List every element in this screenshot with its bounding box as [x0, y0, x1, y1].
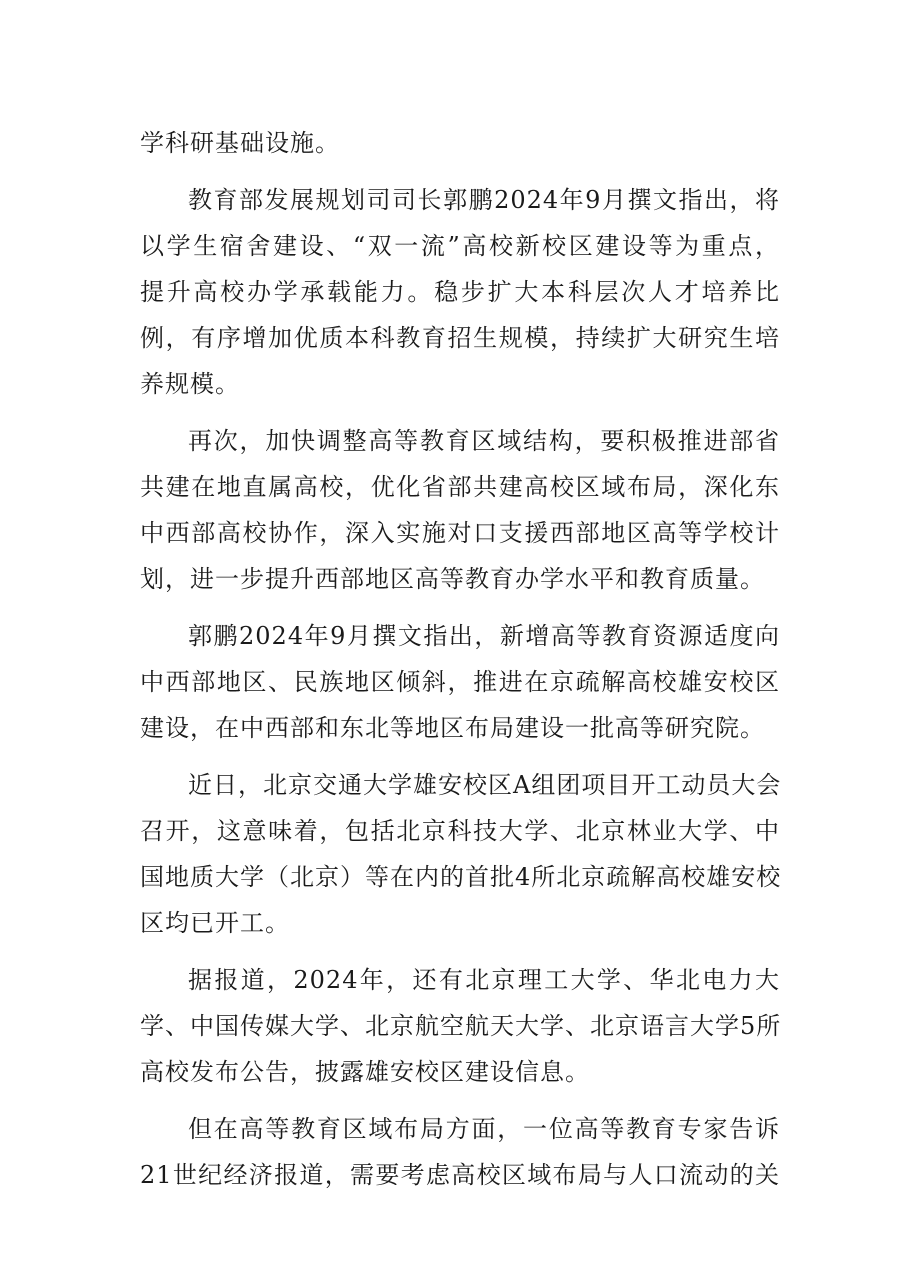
text-line: 区均已开工。 — [140, 909, 290, 937]
paragraph — [140, 1106, 780, 1198]
text-line: 近日，北京交通大学雄安校区A组团项目开工动员大会 — [188, 771, 782, 799]
text-line: 中西部高校协作，深入实施对口支援西部地区高等学校计 — [140, 519, 780, 547]
paragraph — [140, 177, 780, 407]
text-line: 21世纪经济报道，需要考虑高校区域布局与人口流动的关 — [140, 1161, 780, 1189]
paragraph — [140, 613, 780, 751]
text-line: 学科研基础设施。 — [140, 129, 340, 157]
text-line: 共建在地直属高校，优化省部共建高校区域布局，深化东 — [140, 473, 780, 501]
text-line: 提升高校办学承载能力。稳步扩大本科层次人才培养比 — [140, 278, 780, 306]
text-line: 召开，这意味着，包括北京科技大学、北京林业大学、中 — [140, 817, 780, 845]
text-line: 养规模。 — [140, 370, 240, 398]
paragraph — [140, 762, 780, 946]
paragraph — [140, 418, 780, 602]
text-line: 教育部发展规划司司长郭鹏2024年9月撰文指出，将 — [188, 186, 780, 214]
text-line: 郭鹏2024年9月撰文指出，新增高等教育资源适度向 — [188, 622, 780, 650]
paragraph — [140, 120, 780, 166]
text-line: 例，有序增加优质本科教育招生规模，持续扩大研究生培 — [140, 324, 780, 352]
text-line: 建设，在中西部和东北等地区布局建设一批高等研究院。 — [140, 714, 765, 742]
text-line: 高校发布公告，披露雄安校区建设信息。 — [140, 1058, 590, 1086]
text-line: 据报道，2024年，还有北京理工大学、华北电力大 — [188, 966, 780, 994]
paragraph — [140, 957, 780, 1095]
text-line: 国地质大学（北京）等在内的首批4所北京疏解高校雄安校 — [140, 863, 782, 891]
document-body — [140, 120, 780, 1209]
text-line: 但在高等教育区域布局方面，一位高等教育专家告诉 — [188, 1115, 780, 1143]
text-line: 划，进一步提升西部地区高等教育办学水平和教育质量。 — [140, 565, 765, 593]
text-line: 中西部地区、民族地区倾斜，推进在京疏解高校雄安校区 — [140, 668, 780, 696]
text-line: 再次，加快调整高等教育区域结构，要积极推进部省 — [188, 427, 780, 455]
text-line: 学、中国传媒大学、北京航空航天大学、北京语言大学5所 — [140, 1012, 782, 1040]
text-line: 以学生宿舍建设、“双一流”高校新校区建设等为重点， — [140, 232, 780, 260]
